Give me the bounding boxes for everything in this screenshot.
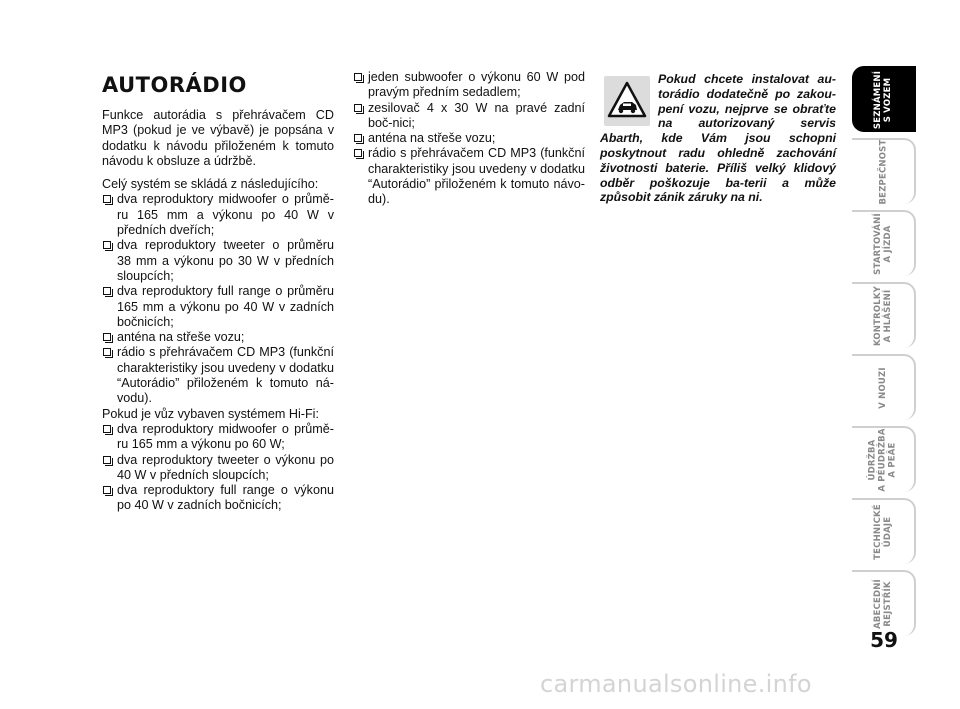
left-column [102, 74, 334, 514]
checkbox-bullet-icon [103, 241, 111, 249]
tab-udrzba[interactable] [852, 426, 916, 492]
list-item: jeden subwoofer o výkonu 60 W pod pravým předním sedadlem; [353, 70, 585, 101]
system-list [102, 192, 334, 406]
tab-technicke-udaje[interactable] [852, 498, 916, 564]
hifi-list-continued [353, 70, 585, 208]
tab-label: ABECEDNÍ REJSTŘÍK [873, 579, 893, 629]
list-item: rádio s přehrávačem CD MP3 (funkční charakteristiky jsou uvedeny v dodatku “Autorádio” přiloženém k tomuto návo-du). [353, 146, 585, 207]
intro-paragraph: Funkce autorádia s přehrávačem CD MP3 (pokud je ve výbavě) je popsána v dodatku k návodu přiloženém k tomuto návodu k obsluze a údržbě. [102, 108, 334, 168]
checkbox-bullet-icon [354, 134, 362, 142]
checkbox-bullet-icon [103, 486, 111, 494]
tab-startovani-a-jizda[interactable] [852, 210, 916, 276]
list-item: dva reproduktory tweeter o výkonu po 40 W v předních sloupcích; [102, 453, 334, 484]
list-item: zesilovač 4 x 30 W na pravé zadní boč-nici; [353, 101, 585, 132]
tab-label: BEZPEČNOST [878, 139, 889, 205]
checkbox-bullet-icon [354, 149, 362, 157]
tab-v-nouzi[interactable] [852, 354, 916, 420]
tab-kontrolky-a-hlaseni[interactable] [852, 282, 916, 348]
list-item: dva reproduktory full range o průměru 165 mm a výkonu po 40 W v zadních bočnicích; [102, 284, 334, 330]
warning-text: Pokud chcete instalovat au-torádio dodatečně po zakou-pení vozu, nejprve se obraťte na autorizovaný servis Abarth, kde Vám jsou schopni poskytnout radu ohledně zachování životnosti baterie. Příliš velký klidový odběr poškozuje ba-terii a může způsobit zánik záruky na ni. [600, 72, 836, 205]
checkbox-bullet-icon [103, 456, 111, 464]
list-item: dva reproduktory tweeter o průměru 38 mm a výkonu po 30 W v předních sloupcích; [102, 238, 334, 284]
warning-box [600, 72, 836, 205]
list-item: dva reproduktory midwoofer o průmě-ru 165 mm a výkonu po 40 W v předních dveřích; [102, 192, 334, 238]
tab-bezpecnost[interactable] [852, 138, 916, 204]
section-title: AUTORÁDIO [102, 73, 247, 97]
tab-label: KONTROLKY A HLÁŠENÍ [872, 285, 893, 347]
checkbox-bullet-icon [103, 287, 111, 295]
page-number: 59 [870, 628, 898, 652]
checkbox-bullet-icon [103, 195, 111, 203]
hifi-list [102, 422, 334, 514]
car-battery-warning-icon [604, 76, 650, 126]
list-item: rádio s přehrávačem CD MP3 (funkční charakteristiky jsou uvedeny v dodatku “Autorádio” přiloženém k tomuto ná-vodu). [102, 345, 334, 406]
list-item: anténa na střeše vozu; [102, 330, 334, 345]
tab-abecedni-rejstrik[interactable] [852, 570, 916, 636]
tab-label: ÚDRŽBA A PÉUDRŽBA A PEÂE [868, 428, 898, 492]
list-item: dva reproduktory midwoofer o průmě-ru 165 mm a výkonu po 60 W; [102, 422, 334, 453]
checkbox-bullet-icon [103, 425, 111, 433]
checkbox-bullet-icon [354, 73, 362, 81]
watermark: carmanualsonline.info [540, 670, 812, 698]
chapter-tabs [852, 66, 916, 642]
checkbox-bullet-icon [103, 333, 111, 341]
tab-label: V NOUZI [877, 367, 888, 409]
checkbox-bullet-icon [103, 348, 111, 356]
list-item: anténa na střeše vozu; [353, 131, 585, 146]
tab-label: TECHNICKÉ ÚDAJE [872, 504, 893, 560]
tab-seznameni-s-vozem[interactable] [852, 66, 916, 132]
tab-label: STARTOVÁNÍ A JÍZDA [873, 213, 893, 275]
tab-label: SEZNÁMENÍ S VOZEM [873, 70, 893, 130]
list-item: dva reproduktory full range o výkonu po 40 W v zadních bočnicích; [102, 483, 334, 514]
hifi-lead: Pokud je vůz vybaven systémem Hi-Fi: [102, 406, 319, 421]
middle-column [353, 70, 585, 208]
checkbox-bullet-icon [354, 104, 362, 112]
system-lead: Celý systém se skládá z následujícího: [102, 177, 319, 192]
